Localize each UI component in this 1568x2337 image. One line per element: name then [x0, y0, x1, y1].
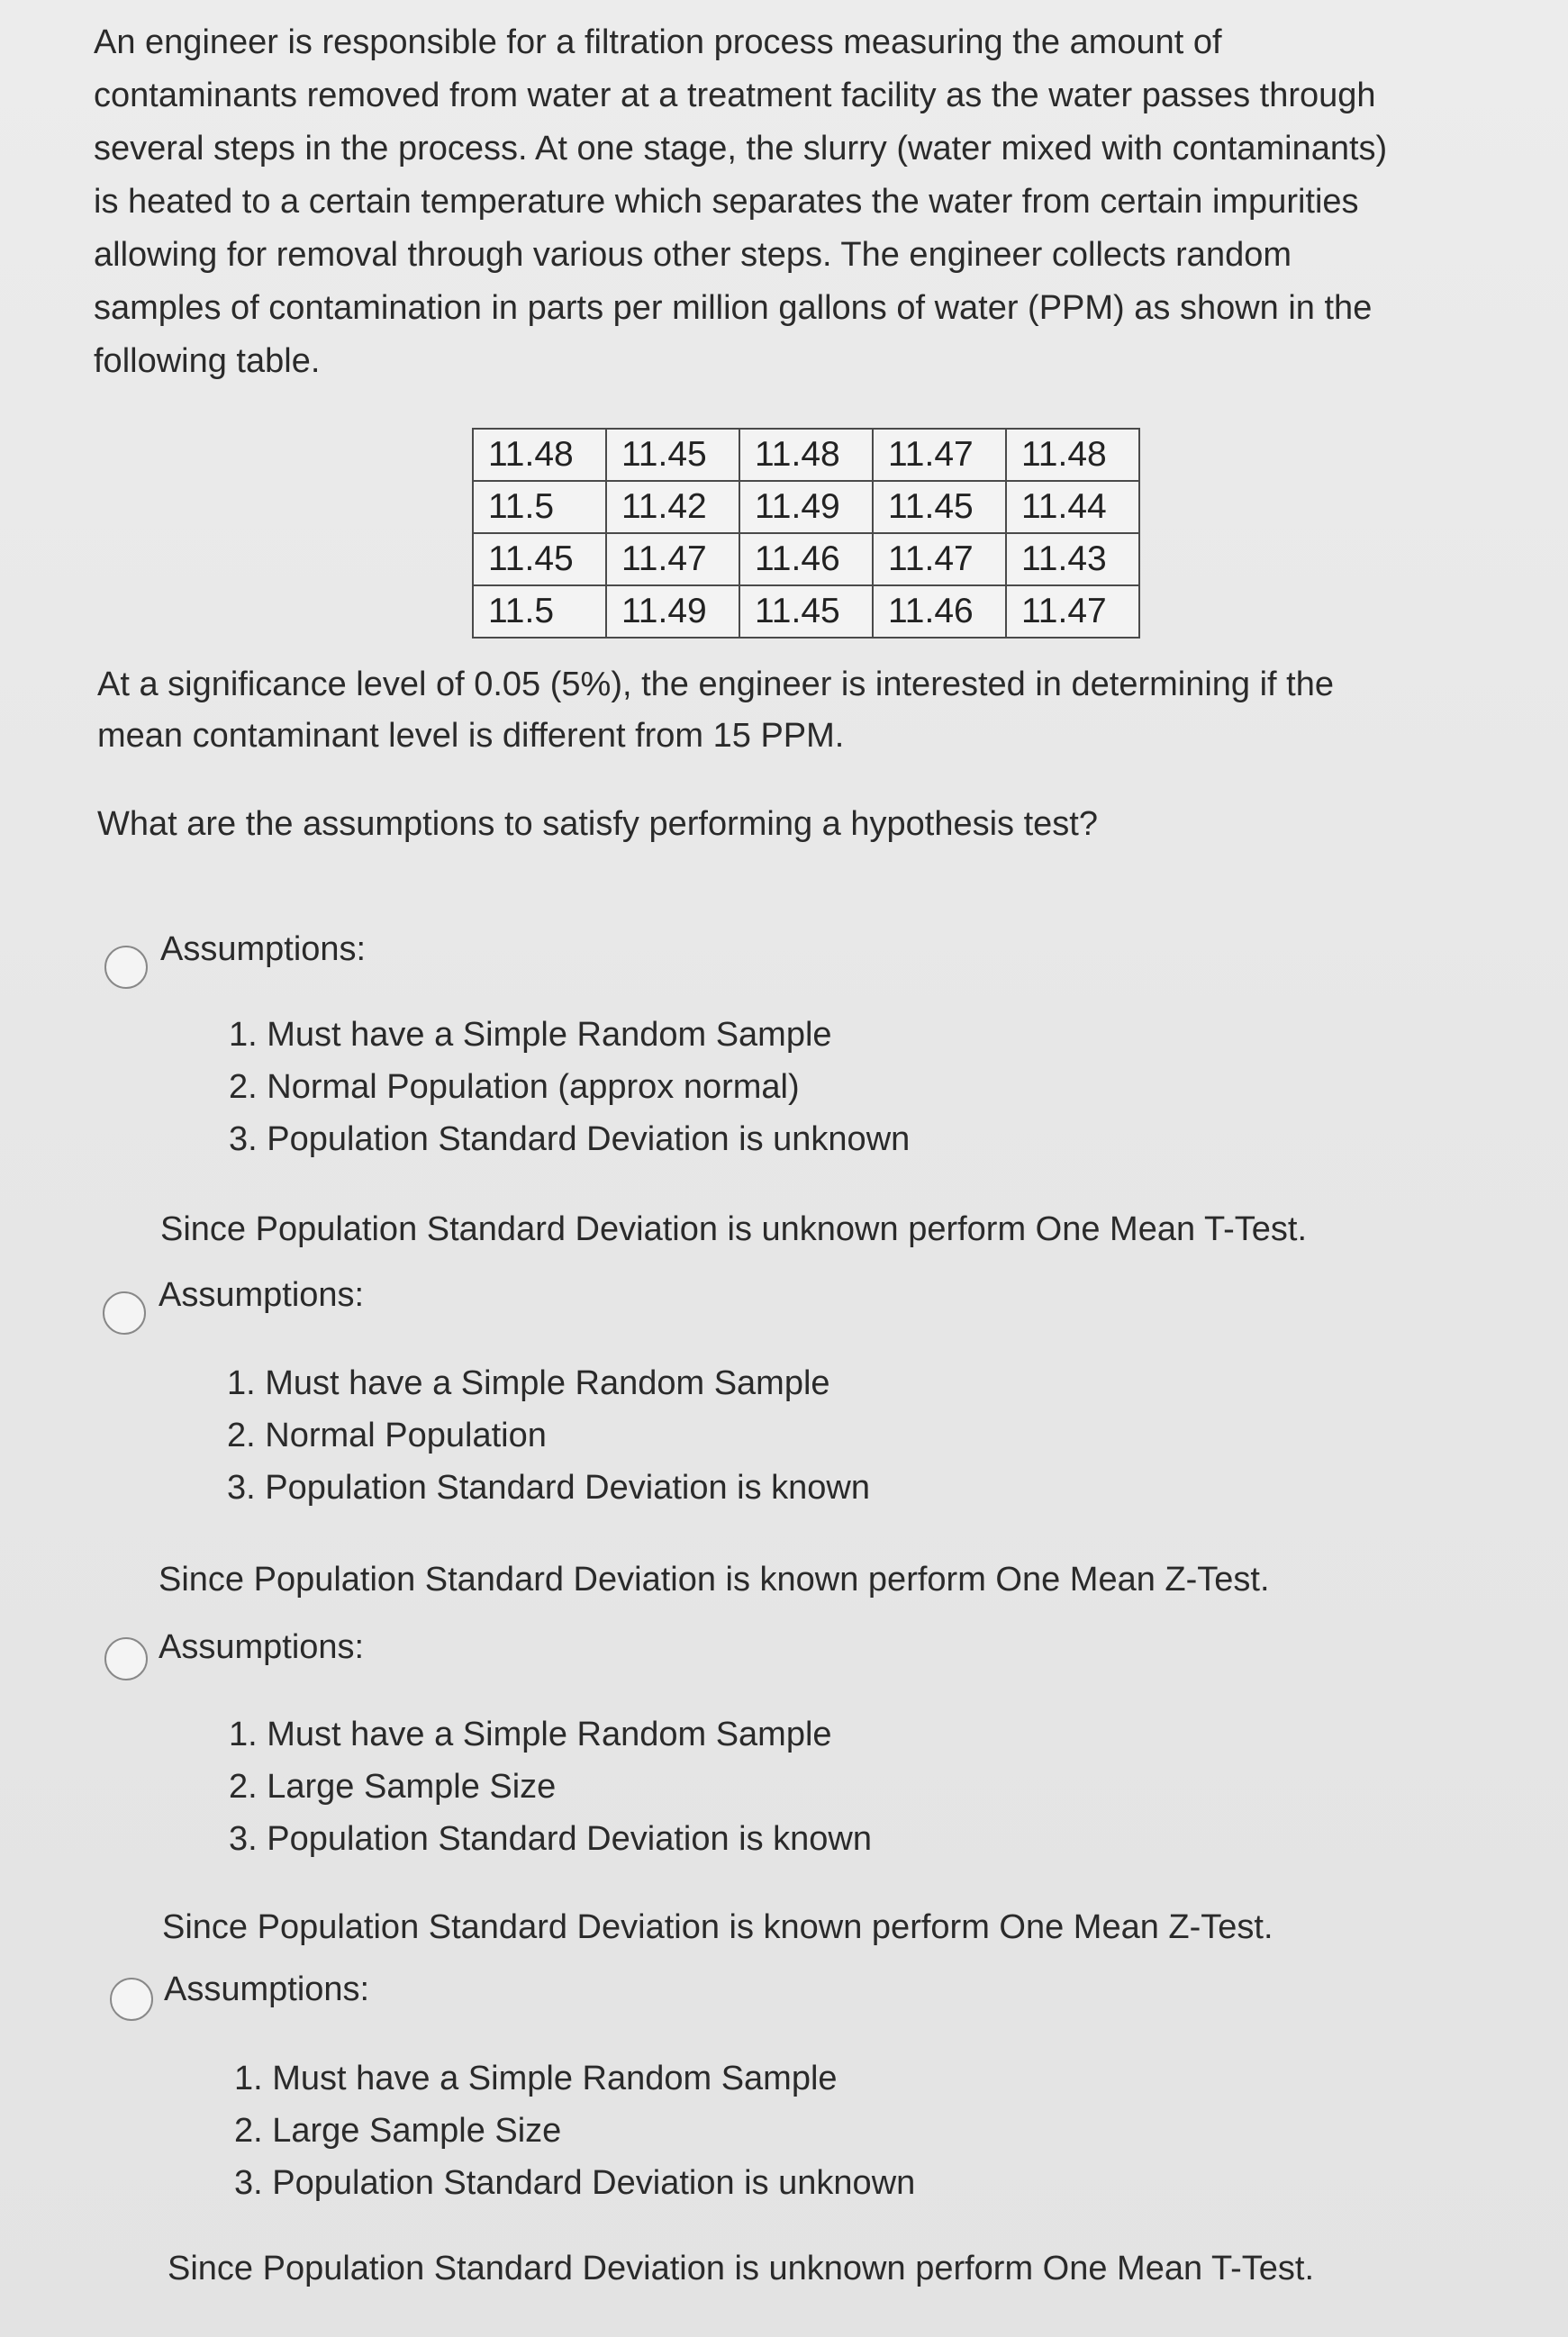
assumption-item: 2. Large Sample Size	[234, 2112, 562, 2150]
assumption-item: 1. Must have a Simple Random Sample	[229, 1016, 832, 1054]
table-cell: 11.45	[473, 533, 606, 585]
assumption-item: 1. Must have a Simple Random Sample	[234, 2060, 838, 2097]
assumption-list	[234, 2052, 915, 2209]
assumption-item: 2. Large Sample Size	[229, 1768, 557, 1806]
radio-button[interactable]	[110, 1978, 153, 2021]
assumption-list	[229, 1708, 872, 1865]
table-row	[473, 533, 1139, 585]
radio-button[interactable]	[104, 946, 148, 989]
intro-line: following table.	[94, 342, 321, 380]
option-conclusion: Since Population Standard Deviation is known perform One Mean Z-Test.	[159, 1561, 1270, 1599]
radio-button[interactable]	[104, 1637, 148, 1680]
table-cell: 11.47	[873, 533, 1006, 585]
table-cell: 11.44	[1006, 481, 1139, 533]
table-cell: 11.46	[739, 533, 873, 585]
intro-line: An engineer is responsible for a filtration process measuring the amount of	[94, 23, 1222, 61]
option-heading: Assumptions:	[159, 1276, 365, 1314]
intro-line: contaminants removed from water at a treatment facility as the water passes through	[94, 77, 1376, 114]
table-cell: 11.5	[473, 585, 606, 638]
question-intro	[94, 16, 1499, 388]
intro-line: several steps in the process. At one stage, the slurry (water mixed with contaminants)	[94, 130, 1388, 168]
significance-text	[97, 659, 1334, 762]
table-cell: 11.45	[739, 585, 873, 638]
option-heading: Assumptions:	[164, 1970, 370, 2008]
table-row	[473, 481, 1139, 533]
radio-button[interactable]	[103, 1291, 146, 1335]
contamination-data-table	[472, 428, 1140, 639]
table-cell: 11.48	[739, 429, 873, 481]
table-cell: 11.5	[473, 481, 606, 533]
question-prompt: What are the assumptions to satisfy performing a hypothesis test?	[97, 805, 1098, 843]
option-conclusion: Since Population Standard Deviation is unknown perform One Mean T-Test.	[168, 2250, 1314, 2287]
intro-line: is heated to a certain temperature which separates the water from certain impurities	[94, 183, 1359, 221]
table-cell: 11.45	[606, 429, 739, 481]
option-conclusion: Since Population Standard Deviation is known perform One Mean Z-Test.	[162, 1908, 1273, 1946]
assumption-item: 3. Population Standard Deviation is unknown	[229, 1120, 911, 1158]
table-cell: 11.48	[1006, 429, 1139, 481]
intro-line: allowing for removal through various other steps. The engineer collects random	[94, 236, 1292, 274]
table-cell: 11.47	[1006, 585, 1139, 638]
table-cell: 11.47	[873, 429, 1006, 481]
table-cell: 11.45	[873, 481, 1006, 533]
assumption-list	[229, 1009, 910, 1165]
table-row	[473, 429, 1139, 481]
assumption-item: 1. Must have a Simple Random Sample	[229, 1716, 832, 1753]
assumption-item: 2. Normal Population	[227, 1417, 547, 1454]
assumption-item: 3. Population Standard Deviation is unknown	[234, 2164, 916, 2202]
table-row	[473, 585, 1139, 638]
table-cell: 11.42	[606, 481, 739, 533]
assumption-item: 2. Normal Population (approx normal)	[229, 1068, 800, 1106]
intro-line: samples of contamination in parts per million gallons of water (PPM) as shown in the	[94, 289, 1373, 327]
table-cell: 11.46	[873, 585, 1006, 638]
assumption-item: 3. Population Standard Deviation is known	[229, 1820, 873, 1858]
option-heading: Assumptions:	[159, 1628, 365, 1666]
assumption-item: 3. Population Standard Deviation is known	[227, 1469, 871, 1507]
assumption-item: 1. Must have a Simple Random Sample	[227, 1364, 830, 1402]
significance-line: mean contaminant level is different from 15 PPM.	[97, 717, 845, 755]
table-cell: 11.47	[606, 533, 739, 585]
assumption-list	[227, 1357, 870, 1514]
option-heading: Assumptions:	[160, 930, 367, 968]
table-cell: 11.43	[1006, 533, 1139, 585]
table-cell: 11.49	[739, 481, 873, 533]
option-conclusion: Since Population Standard Deviation is unknown perform One Mean T-Test.	[160, 1210, 1307, 1248]
significance-line: At a significance level of 0.05 (5%), the engineer is interested in determining if the	[97, 666, 1334, 703]
table-cell: 11.48	[473, 429, 606, 481]
table-cell: 11.49	[606, 585, 739, 638]
